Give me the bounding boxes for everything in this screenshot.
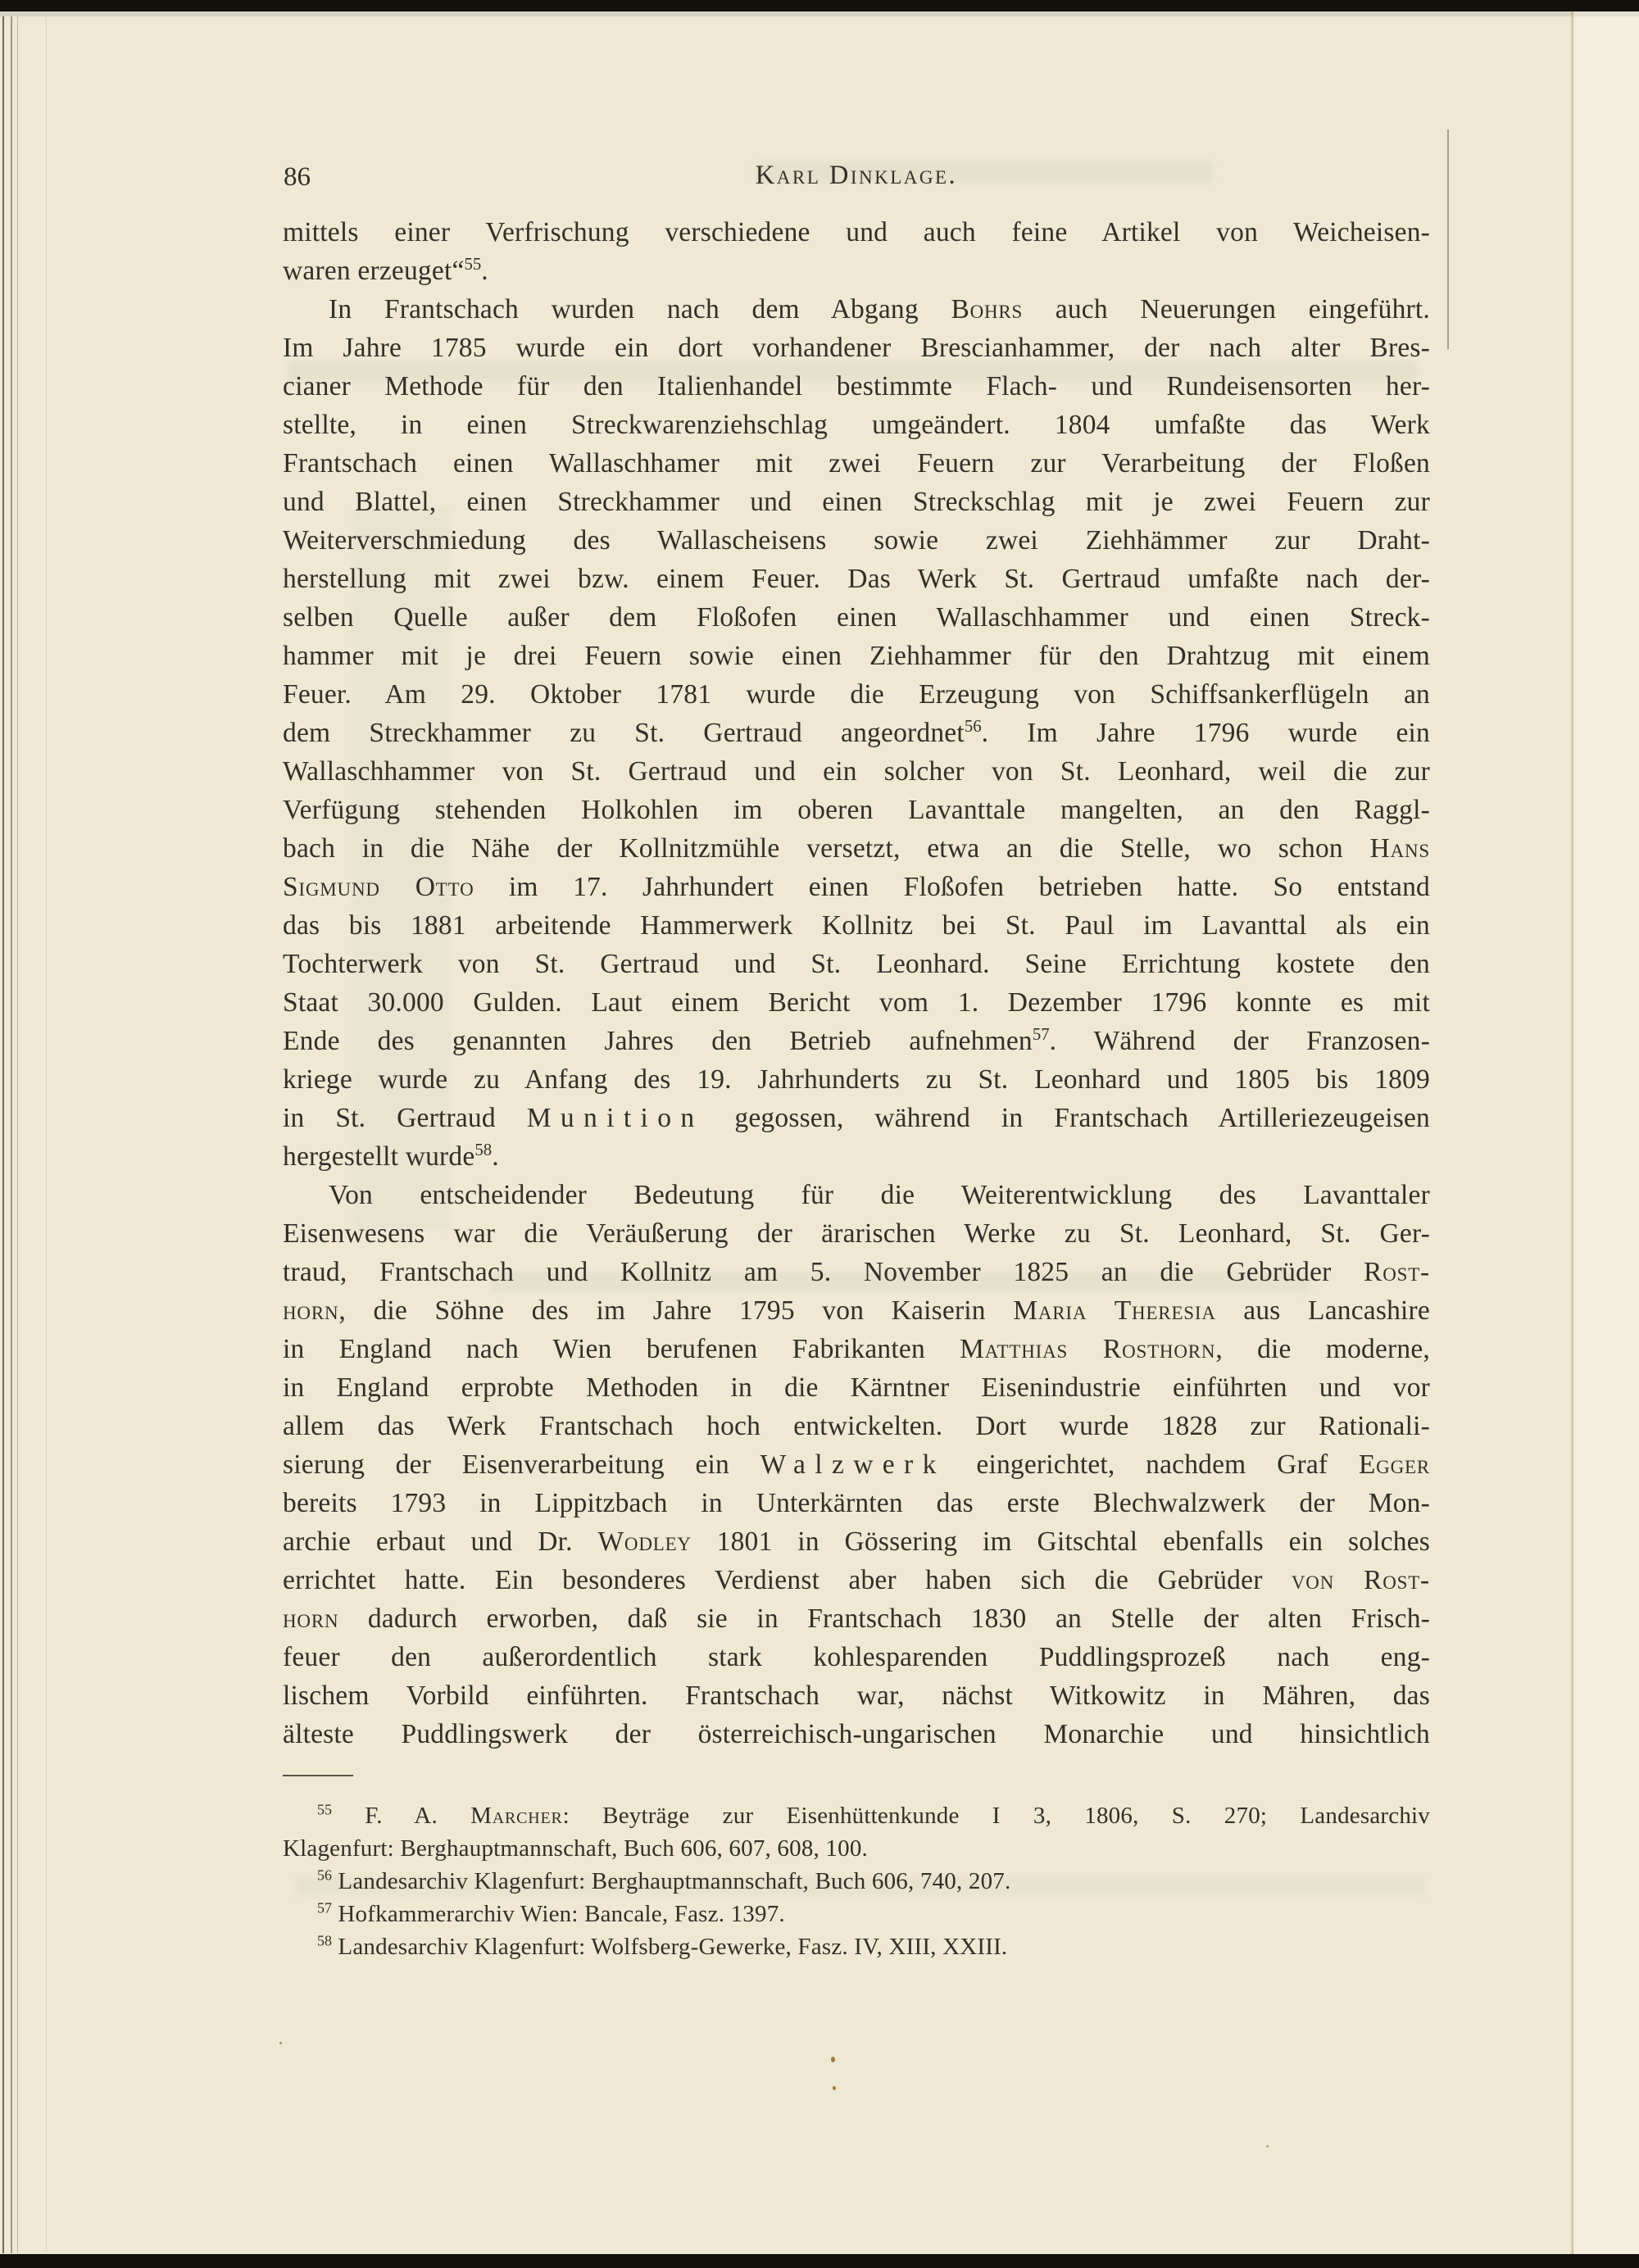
paper-speck bbox=[833, 2086, 836, 2090]
body-line: cianer Methode für den Italienhandel bestimmte Flach- und Rundeisensorten her- bbox=[283, 371, 1430, 401]
body-line: archie erbaut und Dr. Wodley 1801 in Gössering im Gitschtal ebenfalls ein solches bbox=[283, 1526, 1430, 1557]
body-line: Feuer. Am 29. Oktober 1781 wurde die Erzeugung von Schiffsankerflügeln an bbox=[283, 679, 1430, 710]
body-line: Staat 30.000 Gulden. Laut einem Bericht vom 1. Dezember 1796 konnte es mit bbox=[283, 987, 1430, 1018]
footnote-separator-rule bbox=[283, 1775, 353, 1776]
body-line: Frantschach einen Wallaschhamer mit zwei Feuern zur Verarbeitung der Floßen bbox=[283, 448, 1430, 479]
body-line: Wallaschhammer von St. Gertraud und ein solcher von St. Leonhard, weil die zur bbox=[283, 756, 1430, 787]
body-line: mittels einer Verfrischung verschiedene und auch feine Artikel von Weicheisen- bbox=[283, 217, 1430, 247]
body-line: in St. Gertraud Munition gegossen, während in Frantschach Artilleriezeugeisen bbox=[283, 1103, 1430, 1133]
body-line: älteste Puddlingswerk der österreichisch-ungarischen Monarchie und hinsichtlich bbox=[283, 1719, 1430, 1749]
body-line: bereits 1793 in Lippitzbach in Unterkärnten das erste Blechwalzwerk der Mon- bbox=[283, 1488, 1430, 1518]
body-line: bach in die Nähe der Kollnitzmühle versetzt, etwa an die Stelle, wo schon Hans bbox=[283, 833, 1430, 864]
paper-speck bbox=[279, 2042, 282, 2044]
body-line: feuer den außerordentlich stark kohlesparenden Puddlingsprozeß nach eng- bbox=[283, 1642, 1430, 1672]
body-line: in England nach Wien berufenen Fabrikanten Matthias Rosthorn, die moderne, bbox=[283, 1334, 1431, 1364]
page-stack-edge-line bbox=[17, 16, 18, 2253]
paper-speck bbox=[1266, 2145, 1269, 2148]
body-line: horn, die Söhne des im Jahre 1795 von Kaiserin Maria Theresia aus Lancashire bbox=[283, 1295, 1430, 1326]
body-text bbox=[283, 213, 1430, 1753]
body-line: allem das Werk Frantschach hoch entwickelten. Dort wurde 1828 zur Rationali- bbox=[283, 1411, 1430, 1441]
body-line: dem Streckhammer zu St. Gertraud angeordnet$^{56}$. Im Jahre 1796 wurde ein bbox=[283, 716, 1430, 748]
body-line: Weiterverschmiedung des Wallascheisens sowie zwei Ziehhämmer zur Draht- bbox=[283, 525, 1430, 556]
body-line: In Frantschach wurden nach dem Abgang Bohrs auch Neuerungen eingeführt. bbox=[329, 294, 1430, 324]
body-line: horn dadurch erworben, daß sie in Frantschach 1830 an Stelle der alten Frisch- bbox=[283, 1603, 1430, 1634]
running-head-author: Karl Dinklage. bbox=[755, 161, 958, 190]
body-line: stellte, in einen Streckwarenziehschlag umgeändert. 1804 umfaßte das Werk bbox=[283, 410, 1430, 440]
body-line: Sigmund Otto im 17. Jahrhundert einen Floßofen betrieben hatte. So entstand bbox=[283, 872, 1430, 902]
body-line: sierung der Eisenverarbeitung ein Walzwerk eingerichtet, nachdem Graf Egger bbox=[283, 1449, 1430, 1480]
body-line: herstellung mit zwei bzw. einem Feuer. Das Werk St. Gertraud umfaßte nach der- bbox=[283, 564, 1430, 594]
body-line: Ende des genannten Jahres den Betrieb aufnehmen$^{57}$. Während der Franzosen- bbox=[283, 1024, 1430, 1056]
page-fold-light-area bbox=[1576, 11, 1639, 2254]
page-stack-edge-line bbox=[46, 16, 47, 2253]
body-line: waren erzeuget“$^{55}$. bbox=[283, 254, 488, 286]
scan-scratch-mark bbox=[1447, 129, 1449, 349]
page-stack-edge-line bbox=[11, 16, 12, 2253]
body-line: Im Jahre 1785 wurde ein dort vorhandener Brescianhammer, der nach alter Bres- bbox=[283, 333, 1430, 363]
body-line: Verfügung stehenden Holkohlen im oberen Lavanttale mangelten, an den Raggl- bbox=[283, 795, 1430, 825]
footnote-line: Klagenfurt: Berghauptmannschaft, Buch 606, 607, 608, 100. bbox=[283, 1835, 868, 1862]
page-fold-crease bbox=[1570, 11, 1576, 2254]
body-line: in England erprobte Methoden in die Kärntner Eisenindustrie einführten und vor bbox=[283, 1372, 1430, 1403]
body-line: Tochterwerk von St. Gertraud und St. Leonhard. Seine Errichtung kostete den bbox=[283, 949, 1430, 979]
body-line: Eisenwesens war die Veräußerung der ärarischen Werke zu St. Leonhard, St. Ger- bbox=[283, 1218, 1430, 1249]
body-line: kriege wurde zu Anfang des 19. Jahrhunderts zu St. Leonhard und 1805 bis 1809 bbox=[283, 1064, 1430, 1095]
body-line: Von entscheidender Bedeutung für die Weiterentwicklung des Lavanttaler bbox=[329, 1180, 1430, 1210]
body-line: selben Quelle außer dem Floßofen einen Wallaschhammer und einen Streck- bbox=[283, 602, 1430, 633]
body-line: errichtet hatte. Ein besonderes Verdienst aber haben sich die Gebrüder von Rost- bbox=[283, 1565, 1431, 1595]
body-line: hammer mit je drei Feuern sowie einen Ziehhammer für den Drahtzug mit einem bbox=[283, 641, 1430, 671]
page-top-edge bbox=[0, 11, 1639, 16]
body-line: lischem Vorbild einführten. Frantschach war, nächst Witkowitz in Mähren, das bbox=[283, 1681, 1430, 1711]
footnote-line: $^{55}$ F. A. Marcher: Beyträge zur Eisenhüttenkunde I 3, 1806, S. 270; Landesarchiv bbox=[317, 1801, 1430, 1829]
footnote-line: $^{58}$ Landesarchiv Klagenfurt: Wolfsberg-Gewerke, Fasz. IV, XIII, XXIII. bbox=[317, 1932, 1008, 1960]
body-line: traud, Frantschach und Kollnitz am 5. November 1825 an die Gebrüder Rost- bbox=[283, 1257, 1430, 1287]
footnote-line: $^{56}$ Landesarchiv Klagenfurt: Berghauptmannschaft, Buch 606, 740, 207. bbox=[317, 1867, 1011, 1894]
footnote-line: $^{57}$ Hofkammerarchiv Wien: Bancale, Fasz. 1397. bbox=[317, 1899, 785, 1927]
paper-speck bbox=[831, 2057, 835, 2062]
scan-bottom-border bbox=[0, 2254, 1639, 2268]
body-line: und Blattel, einen Streckhammer und einen Streckschlag mit je zwei Feuern zur bbox=[283, 487, 1430, 517]
page-number: 86 bbox=[284, 162, 311, 192]
body-line: hergestellt wurde$^{58}$. bbox=[283, 1140, 499, 1172]
footnotes bbox=[283, 1799, 1430, 1963]
page-stack-edge-line bbox=[2, 16, 4, 2253]
body-line: das bis 1881 arbeitende Hammerwerk Kollnitz bei St. Paul im Lavanttal als ein bbox=[283, 910, 1430, 941]
